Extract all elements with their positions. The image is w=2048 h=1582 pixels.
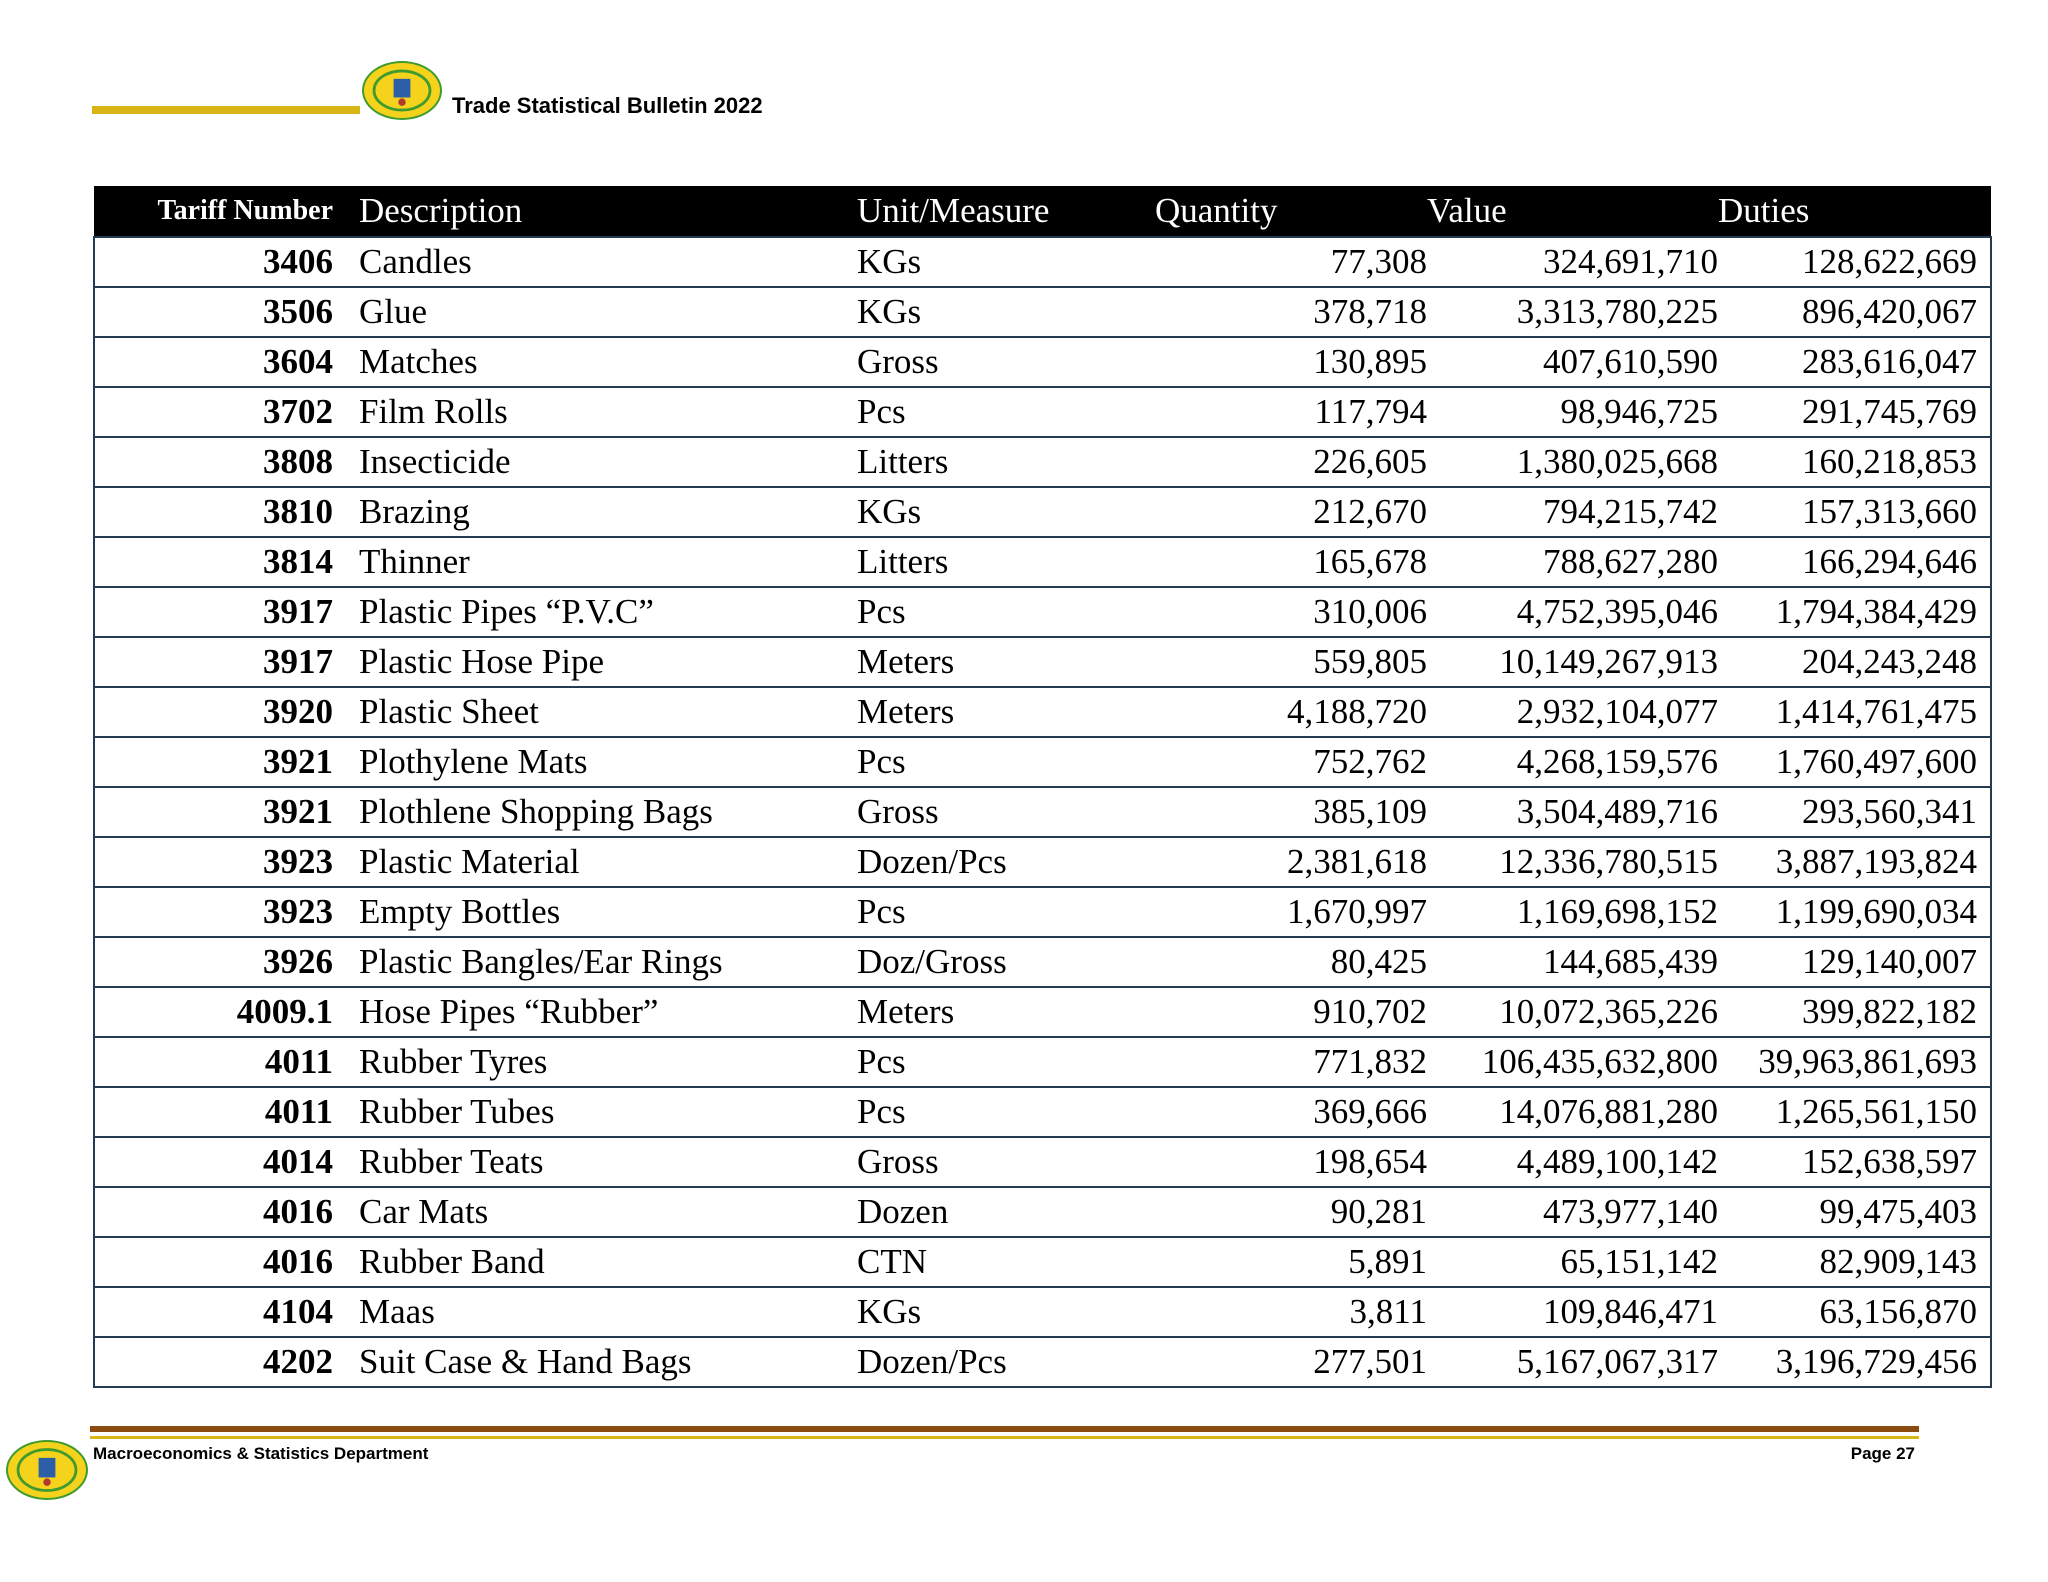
duties-cell: 399,822,182 xyxy=(1718,987,1991,1037)
description-cell: Thinner xyxy=(359,537,857,587)
description-cell: Candles xyxy=(359,237,857,287)
table-row xyxy=(94,1137,1991,1187)
duties-cell: 129,140,007 xyxy=(1718,937,1991,987)
description-cell: Plastic Bangles/Ear Rings xyxy=(359,937,857,987)
table-row xyxy=(94,537,1991,587)
tariff-number-cell: 3917 xyxy=(94,587,359,637)
value-cell: 10,072,365,226 xyxy=(1427,987,1718,1037)
table-row xyxy=(94,937,1991,987)
duties-cell: 1,760,497,600 xyxy=(1718,737,1991,787)
value-cell: 794,215,742 xyxy=(1427,487,1718,537)
unit-measure-cell: Meters xyxy=(857,687,1155,737)
quantity-cell: 165,678 xyxy=(1155,537,1427,587)
quantity-cell: 752,762 xyxy=(1155,737,1427,787)
duties-cell: 157,313,660 xyxy=(1718,487,1991,537)
duties-cell: 128,622,669 xyxy=(1718,237,1991,287)
duties-cell: 63,156,870 xyxy=(1718,1287,1991,1337)
unit-measure-cell: Dozen/Pcs xyxy=(857,837,1155,887)
duties-cell: 283,616,047 xyxy=(1718,337,1991,387)
value-cell: 788,627,280 xyxy=(1427,537,1718,587)
quantity-cell: 369,666 xyxy=(1155,1087,1427,1137)
value-cell: 144,685,439 xyxy=(1427,937,1718,987)
unit-measure-cell: Dozen xyxy=(857,1187,1155,1237)
unit-measure-cell: KGs xyxy=(857,237,1155,287)
tariff-number-cell: 3923 xyxy=(94,837,359,887)
tariff-number-cell: 4016 xyxy=(94,1187,359,1237)
value-cell: 98,946,725 xyxy=(1427,387,1718,437)
duties-cell: 1,265,561,150 xyxy=(1718,1087,1991,1137)
table-body xyxy=(94,237,1991,1387)
unit-measure-cell: KGs xyxy=(857,287,1155,337)
footer-department: Macroeconomics & Statistics Department xyxy=(93,1444,429,1463)
quantity-cell: 130,895 xyxy=(1155,337,1427,387)
description-cell: Rubber Teats xyxy=(359,1137,857,1187)
quantity-cell: 212,670 xyxy=(1155,487,1427,537)
duties-cell: 1,794,384,429 xyxy=(1718,587,1991,637)
quantity-cell: 277,501 xyxy=(1155,1337,1427,1387)
unit-measure-cell: Pcs xyxy=(857,737,1155,787)
quantity-cell: 2,381,618 xyxy=(1155,837,1427,887)
tariff-number-cell: 3920 xyxy=(94,687,359,737)
table-row xyxy=(94,837,1991,887)
tariff-number-cell: 4202 xyxy=(94,1337,359,1387)
table-row xyxy=(94,387,1991,437)
footer-brown-rule xyxy=(90,1426,1919,1432)
value-cell: 3,504,489,716 xyxy=(1427,787,1718,837)
tariff-number-cell: 3814 xyxy=(94,537,359,587)
unit-measure-cell: Litters xyxy=(857,537,1155,587)
value-cell: 5,167,067,317 xyxy=(1427,1337,1718,1387)
quantity-cell: 198,654 xyxy=(1155,1137,1427,1187)
column-header-value: Value xyxy=(1427,186,1718,237)
value-cell: 407,610,590 xyxy=(1427,337,1718,387)
value-cell: 324,691,710 xyxy=(1427,237,1718,287)
description-cell: Insecticide xyxy=(359,437,857,487)
table-row xyxy=(94,1187,1991,1237)
tariff-number-cell: 3808 xyxy=(94,437,359,487)
table-row xyxy=(94,687,1991,737)
value-cell: 4,752,395,046 xyxy=(1427,587,1718,637)
description-cell: Film Rolls xyxy=(359,387,857,437)
tariff-number-cell: 3926 xyxy=(94,937,359,987)
tariff-number-cell: 3702 xyxy=(94,387,359,437)
table-row xyxy=(94,437,1991,487)
value-cell: 65,151,142 xyxy=(1427,1237,1718,1287)
unit-measure-cell: KGs xyxy=(857,1287,1155,1337)
value-cell: 1,169,698,152 xyxy=(1427,887,1718,937)
description-cell: Rubber Tubes xyxy=(359,1087,857,1137)
quantity-cell: 226,605 xyxy=(1155,437,1427,487)
value-cell: 10,149,267,913 xyxy=(1427,637,1718,687)
description-cell: Plothlene Shopping Bags xyxy=(359,787,857,837)
quantity-cell: 117,794 xyxy=(1155,387,1427,437)
table-row xyxy=(94,987,1991,1037)
table-row xyxy=(94,237,1991,287)
duties-cell: 293,560,341 xyxy=(1718,787,1991,837)
unit-measure-cell: Dozen/Pcs xyxy=(857,1337,1155,1387)
tariff-number-cell: 4011 xyxy=(94,1087,359,1137)
unit-measure-cell: Doz/Gross xyxy=(857,937,1155,987)
quantity-cell: 559,805 xyxy=(1155,637,1427,687)
value-cell: 109,846,471 xyxy=(1427,1287,1718,1337)
description-cell: Brazing xyxy=(359,487,857,537)
tariff-number-cell: 3921 xyxy=(94,737,359,787)
column-header-quantity: Quantity xyxy=(1155,186,1427,237)
description-cell: Rubber Band xyxy=(359,1237,857,1287)
table-row xyxy=(94,287,1991,337)
tariff-number-cell: 4011 xyxy=(94,1037,359,1087)
duties-cell: 3,887,193,824 xyxy=(1718,837,1991,887)
table-row xyxy=(94,887,1991,937)
quantity-cell: 378,718 xyxy=(1155,287,1427,337)
bulletin-title: Trade Statistical Bulletin 2022 xyxy=(452,93,763,118)
quantity-cell: 80,425 xyxy=(1155,937,1427,987)
column-header-duties: Duties xyxy=(1718,186,1991,237)
tariff-number-cell: 3921 xyxy=(94,787,359,837)
table-header-row xyxy=(94,186,1991,237)
tariff-number-cell: 4104 xyxy=(94,1287,359,1337)
footer-page-number: Page 27 xyxy=(1850,1444,1915,1463)
value-cell: 14,076,881,280 xyxy=(1427,1087,1718,1137)
unit-measure-cell: CTN xyxy=(857,1237,1155,1287)
description-cell: Plastic Hose Pipe xyxy=(359,637,857,687)
value-cell: 4,268,159,576 xyxy=(1427,737,1718,787)
unit-measure-cell: Litters xyxy=(857,437,1155,487)
quantity-cell: 90,281 xyxy=(1155,1187,1427,1237)
description-cell: Rubber Tyres xyxy=(359,1037,857,1087)
quantity-cell: 1,670,997 xyxy=(1155,887,1427,937)
quantity-cell: 771,832 xyxy=(1155,1037,1427,1087)
quantity-cell: 77,308 xyxy=(1155,237,1427,287)
unit-measure-cell: Gross xyxy=(857,1137,1155,1187)
quantity-cell: 5,891 xyxy=(1155,1237,1427,1287)
unit-measure-cell: Gross xyxy=(857,787,1155,837)
value-cell: 2,932,104,077 xyxy=(1427,687,1718,737)
table-row xyxy=(94,1037,1991,1087)
header-gold-rule xyxy=(92,106,360,114)
table-row xyxy=(94,787,1991,837)
description-cell: Suit Case & Hand Bags xyxy=(359,1337,857,1387)
table-row xyxy=(94,337,1991,387)
table-row xyxy=(94,1337,1991,1387)
duties-cell: 204,243,248 xyxy=(1718,637,1991,687)
duties-cell: 291,745,769 xyxy=(1718,387,1991,437)
quantity-cell: 910,702 xyxy=(1155,987,1427,1037)
table-row xyxy=(94,637,1991,687)
duties-cell: 896,420,067 xyxy=(1718,287,1991,337)
duties-cell: 82,909,143 xyxy=(1718,1237,1991,1287)
table-row xyxy=(94,737,1991,787)
duties-cell: 1,199,690,034 xyxy=(1718,887,1991,937)
value-cell: 1,380,025,668 xyxy=(1427,437,1718,487)
table-row xyxy=(94,487,1991,537)
tariff-number-cell: 4016 xyxy=(94,1237,359,1287)
description-cell: Plothylene Mats xyxy=(359,737,857,787)
description-cell: Glue xyxy=(359,287,857,337)
unit-measure-cell: Pcs xyxy=(857,387,1155,437)
unit-measure-cell: KGs xyxy=(857,487,1155,537)
unit-measure-cell: Meters xyxy=(857,637,1155,687)
unit-measure-cell: Pcs xyxy=(857,887,1155,937)
description-cell: Plastic Sheet xyxy=(359,687,857,737)
duties-cell: 152,638,597 xyxy=(1718,1137,1991,1187)
unit-measure-cell: Gross xyxy=(857,337,1155,387)
quantity-cell: 3,811 xyxy=(1155,1287,1427,1337)
column-header-tariff-number: Tariff Number xyxy=(94,186,359,237)
tariff-number-cell: 4009.1 xyxy=(94,987,359,1037)
table-row xyxy=(94,1237,1991,1287)
unit-measure-cell: Meters xyxy=(857,987,1155,1037)
footer-gold-rule xyxy=(90,1436,1919,1439)
quantity-cell: 4,188,720 xyxy=(1155,687,1427,737)
quantity-cell: 310,006 xyxy=(1155,587,1427,637)
coat-of-arms-icon xyxy=(6,1440,88,1500)
duties-cell: 1,414,761,475 xyxy=(1718,687,1991,737)
coat-of-arms-icon xyxy=(362,61,442,120)
tariff-number-cell: 3406 xyxy=(94,237,359,287)
unit-measure-cell: Pcs xyxy=(857,587,1155,637)
description-cell: Plastic Pipes “P.V.C” xyxy=(359,587,857,637)
value-cell: 106,435,632,800 xyxy=(1427,1037,1718,1087)
tariff-number-cell: 3506 xyxy=(94,287,359,337)
tariff-number-cell: 3917 xyxy=(94,637,359,687)
description-cell: Car Mats xyxy=(359,1187,857,1237)
table-row xyxy=(94,587,1991,637)
column-header-description: Description xyxy=(359,186,857,237)
description-cell: Plastic Material xyxy=(359,837,857,887)
description-cell: Empty Bottles xyxy=(359,887,857,937)
table-row xyxy=(94,1287,1991,1337)
duties-cell: 166,294,646 xyxy=(1718,537,1991,587)
quantity-cell: 385,109 xyxy=(1155,787,1427,837)
value-cell: 3,313,780,225 xyxy=(1427,287,1718,337)
value-cell: 12,336,780,515 xyxy=(1427,837,1718,887)
table-row xyxy=(94,1087,1991,1137)
description-cell: Matches xyxy=(359,337,857,387)
description-cell: Maas xyxy=(359,1287,857,1337)
duties-cell: 99,475,403 xyxy=(1718,1187,1991,1237)
tariff-number-cell: 3810 xyxy=(94,487,359,537)
tariff-number-cell: 3923 xyxy=(94,887,359,937)
tariff-table xyxy=(93,186,1992,1388)
duties-cell: 3,196,729,456 xyxy=(1718,1337,1991,1387)
unit-measure-cell: Pcs xyxy=(857,1037,1155,1087)
value-cell: 473,977,140 xyxy=(1427,1187,1718,1237)
value-cell: 4,489,100,142 xyxy=(1427,1137,1718,1187)
duties-cell: 160,218,853 xyxy=(1718,437,1991,487)
duties-cell: 39,963,861,693 xyxy=(1718,1037,1991,1087)
description-cell: Hose Pipes “Rubber” xyxy=(359,987,857,1037)
tariff-number-cell: 4014 xyxy=(94,1137,359,1187)
tariff-number-cell: 3604 xyxy=(94,337,359,387)
column-header-unit-measure: Unit/Measure xyxy=(857,186,1155,237)
unit-measure-cell: Pcs xyxy=(857,1087,1155,1137)
